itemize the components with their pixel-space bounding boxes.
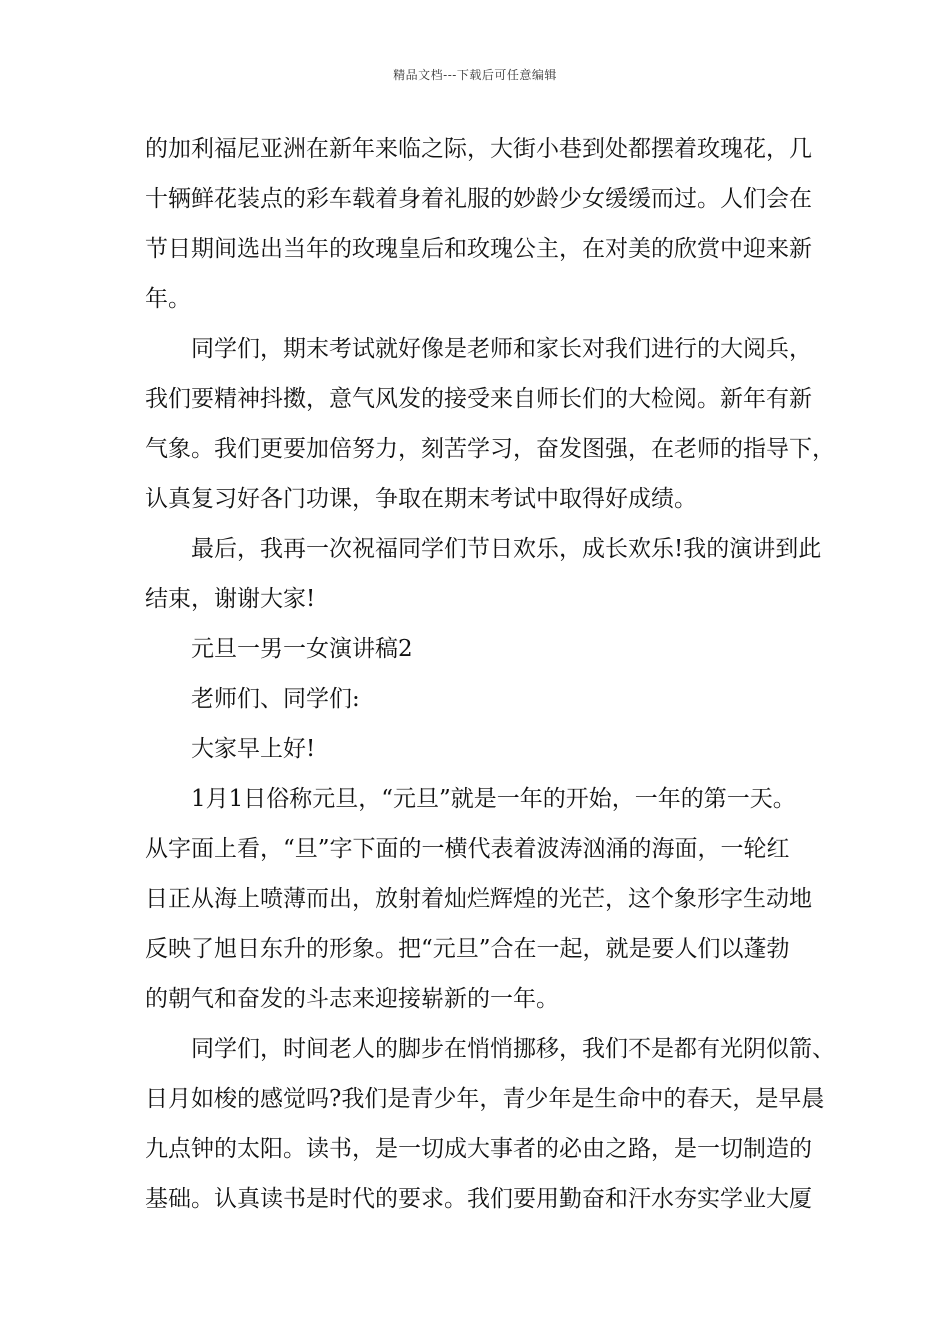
text-line: 十辆鲜花装点的彩车载着身着礼服的妙龄少女缓缓而过。人们会在 — [145, 186, 812, 212]
text-line: 结束，谢谢大家! — [145, 586, 316, 612]
text-line: 的朝气和奋发的斗志来迎接崭新的一年。 — [145, 986, 559, 1012]
text-line: 最后，我再一次祝福同学们节日欢乐，成长欢乐!我的演讲到此 — [191, 536, 822, 562]
text-line: 反映了旭日东升的形象。把“元旦”合在一起，就是要人们以蓬勃 — [145, 936, 790, 962]
document-body — [145, 124, 835, 1224]
text-line: 同学们，期末考试就好像是老师和家长对我们进行的大阅兵， — [191, 336, 812, 362]
text-line: 年。 — [145, 286, 191, 312]
page-header: 精品文档---下载后可任意编辑 — [393, 68, 557, 82]
text-line: 1月1日俗称元旦，“元旦”就是一年的开始，一年的第一天。 — [191, 786, 796, 812]
text-line: 节日期间选出当年的玫瑰皇后和玫瑰公主，在对美的欣赏中迎来新 — [145, 236, 812, 262]
text-line: 气象。我们更要加倍努力，刻苦学习，奋发图强，在老师的指导下， — [145, 436, 835, 462]
text-line: 从字面上看，“旦”字下面的一横代表着波涛汹涌的海面，一轮红 — [145, 836, 790, 862]
text-line: 我们要精神抖擞，意气风发的接受来自师长们的大检阅。新年有新 — [145, 386, 812, 412]
text-line: 的加利福尼亚洲在新年来临之际，大街小巷到处都摆着玫瑰花，几 — [145, 136, 812, 162]
text-line: 大家早上好! — [191, 736, 316, 762]
text-line: 老师们、同学们: — [191, 686, 360, 712]
text-line: 日月如梭的感觉吗?我们是青少年，青少年是生命中的春天，是早晨 — [145, 1086, 825, 1112]
text-line: 元旦一男一女演讲稿2 — [191, 636, 413, 662]
text-line: 认真复习好各门功课，争取在期末考试中取得好成绩。 — [145, 486, 697, 512]
text-line: 同学们，时间老人的脚步在悄悄挪移，我们不是都有光阴似箭、 — [191, 1036, 835, 1062]
text-line: 基础。认真读书是时代的要求。我们要用勤奋和汗水夯实学业大厦 — [145, 1186, 812, 1212]
text-line: 九点钟的太阳。读书，是一切成大事者的必由之路，是一切制造的 — [145, 1136, 812, 1162]
text-line: 日正从海上喷薄而出，放射着灿烂辉煌的光芒，这个象形字生动地 — [145, 886, 812, 912]
